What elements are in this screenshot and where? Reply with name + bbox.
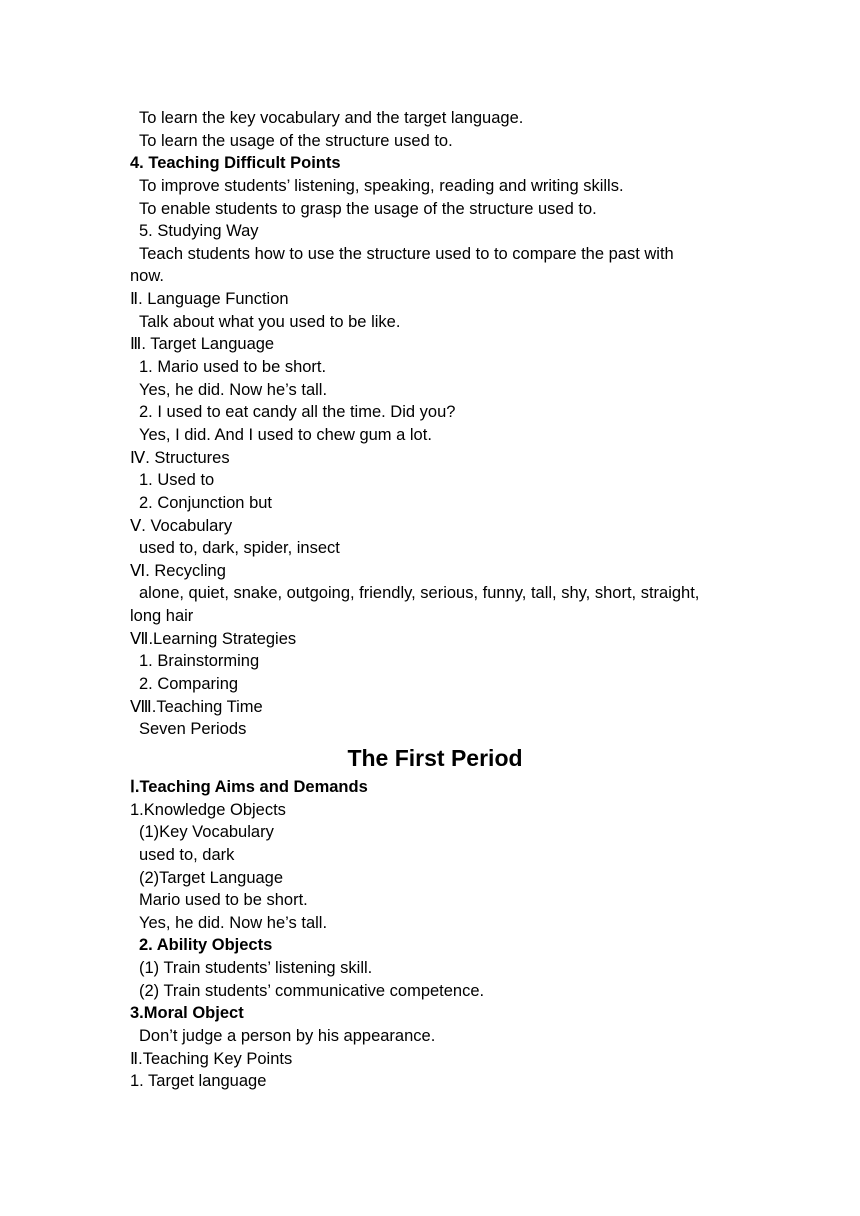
text-line: 1. Used to	[139, 471, 215, 490]
period-title: The First Period	[347, 744, 523, 771]
text-line: (1) Train students’ listening skill.	[139, 959, 373, 978]
text-line: (2) Train students’ communicative competence.	[139, 981, 485, 1000]
document-page	[130, 107, 740, 1093]
section-heading: Ⅱ.Teaching Key Points	[130, 1049, 293, 1068]
text-line: 2. Comparing	[139, 675, 239, 694]
section-heading: Ⅱ. Language Function	[130, 290, 289, 309]
text-line: Mario used to be short.	[139, 891, 308, 910]
text-line: used to, dark, spider, insect	[139, 539, 340, 558]
text-line: 1. Brainstorming	[139, 652, 260, 671]
text-line: alone, quiet, snake, outgoing, friendly, serious, funny, tall, shy, short, straight,	[139, 584, 700, 603]
subsection-heading: 2. Ability Objects	[139, 936, 273, 955]
text-line: To learn the key vocabulary and the target language.	[139, 109, 524, 127]
text-line: (2)Target Language	[139, 868, 284, 887]
text-line: To enable students to grasp the usage of the structure used to.	[139, 199, 597, 218]
text-line: Don’t judge a person by his appearance.	[139, 1026, 436, 1045]
text-line: (1)Key Vocabulary	[139, 823, 274, 842]
text-line: now.	[130, 267, 164, 286]
text-line: To learn the usage of the structure used to.	[139, 131, 453, 150]
text-line: Yes, I did. And I used to chew gum a lot.	[139, 425, 432, 444]
subsection-heading: 1. Target language	[130, 1072, 267, 1091]
text-line: 1. Mario used to be short.	[139, 358, 327, 377]
text-line: Yes, he did. Now he’s tall.	[139, 380, 328, 399]
text-line: used to, dark	[139, 845, 235, 864]
text-line: 2. Conjunction but	[139, 493, 273, 512]
section-heading: Ⅵ. Recycling	[130, 561, 226, 580]
section-heading: Ⅰ.Teaching Aims and Demands	[130, 777, 368, 796]
text-line: 5. Studying Way	[139, 222, 259, 241]
subsection-heading: 3.Moral Object	[130, 1004, 244, 1023]
text-line: long hair	[130, 607, 194, 626]
text-line: Talk about what you used to be like.	[139, 312, 401, 331]
section-heading: Ⅲ. Target Language	[130, 335, 275, 354]
text-line: To improve students’ listening, speaking, reading and writing skills.	[139, 176, 624, 195]
subsection-heading: 1.Knowledge Objects	[130, 800, 286, 819]
text-line: Seven Periods	[139, 720, 247, 739]
text-line: Teach students how to use the structure used to to compare the past with	[139, 244, 674, 263]
section-heading: 4. Teaching Difficult Points	[130, 154, 341, 173]
section-heading: Ⅶ.Learning Strategies	[130, 629, 297, 648]
section-heading: Ⅷ.Teaching Time	[130, 697, 263, 716]
section-heading: Ⅴ. Vocabulary	[130, 516, 233, 535]
text-line: 2. I used to eat candy all the time. Did you?	[139, 403, 456, 422]
text-line: Yes, he did. Now he’s tall.	[139, 913, 328, 932]
section-heading: Ⅳ. Structures	[130, 448, 230, 467]
